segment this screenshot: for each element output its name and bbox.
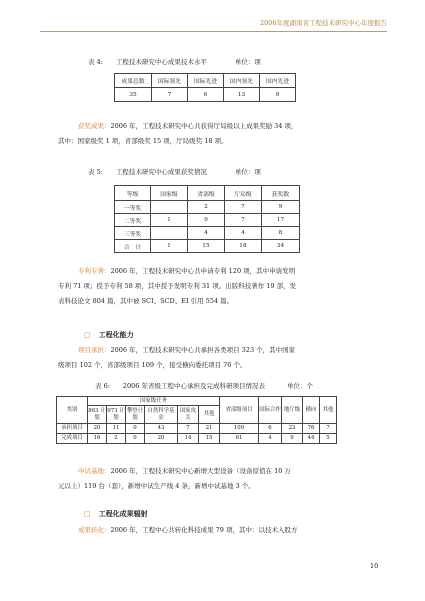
table-row (115, 201, 300, 214)
table6-subheader: 自然科学基金 (145, 406, 178, 424)
table5-cell: 15 (188, 240, 225, 253)
projects-line2: 级项目 102 个，省部级项目 109 个，接受横向委托项目 76 个。 (58, 361, 247, 369)
table4-caption-text: 表 4: 工程技术研究中心成果技术水平 (88, 58, 207, 66)
table5-cell: 34 (262, 240, 300, 253)
table6 (56, 396, 337, 444)
table4-cell: 9 (260, 88, 296, 102)
table-row (115, 88, 296, 102)
table5-cell (151, 201, 188, 214)
table5-header: 厅局级 (225, 186, 262, 201)
section-title: 工程化能力 (98, 331, 134, 339)
square-bullet-icon: □ (84, 331, 91, 339)
section-heading-engineering (84, 330, 134, 340)
table5-unit: 单位：项 (234, 168, 261, 176)
table6-caption (95, 381, 313, 391)
table5-cell: 8 (262, 227, 300, 240)
patent-line1: 2006 年，工程技术研究中心共申请专利 120 项，其中申请发明 (110, 267, 296, 275)
table5-cell: 9 (262, 201, 300, 214)
table-row (57, 434, 337, 444)
page-number: 10 (370, 562, 379, 570)
table5 (114, 185, 300, 253)
table4-cell: 7 (152, 88, 188, 102)
table4-header: 国内先进 (260, 74, 296, 88)
table4-header: 成果总数 (115, 74, 152, 88)
table6-header-local: 地厅级 (282, 397, 303, 424)
table6-subheader: 973 计划 (107, 406, 126, 424)
projects-paragraph (58, 343, 386, 373)
table6-header-other: 其他 (320, 397, 337, 424)
table5-cell: 17 (262, 214, 300, 227)
table-row (115, 240, 300, 253)
table5-caption (88, 167, 261, 177)
patent-paragraph (58, 264, 386, 309)
projects-line1: 2006 年，工程技术研究中心共承担各类项目 323 个，其中国家 (110, 346, 296, 354)
projects-label: 项目承担： (78, 346, 111, 354)
table5-cell: 合 计 (115, 240, 151, 253)
table6-cell: 76 (303, 424, 320, 434)
page-header: 2006年度湖南省工程技术研究中心年度报告 (40, 17, 387, 32)
table6-cell: 16 (88, 434, 107, 444)
table4-unit: 单位：项 (234, 58, 261, 66)
table5-cell: 4 (188, 227, 225, 240)
patent-label: 专利专著： (78, 267, 111, 275)
table6-cell: 21 (199, 424, 220, 434)
section-title: 工程化成果辐射 (98, 510, 148, 518)
table5-cell: 2 (188, 201, 225, 214)
table4-header: 国内领先 (224, 74, 260, 88)
table6-subheader: 其他 (199, 406, 220, 424)
table6-cell: 0 (126, 434, 145, 444)
awards-paragraph (58, 119, 386, 149)
table5-header: 等级 (115, 186, 151, 201)
table5-cell: 三等奖 (115, 227, 151, 240)
table5-cell: 一等奖 (115, 201, 151, 214)
table5-cell: 1 (151, 240, 188, 253)
table6-cell: 2 (107, 434, 126, 444)
table6-cell: 109 (220, 424, 259, 434)
table4-cell: 6 (188, 88, 224, 102)
table6-cell: 20 (88, 424, 107, 434)
pilot-line2: 元以上）119 台（套），新增中试生产线 4 条，新增中试基地 3 个。 (58, 482, 255, 490)
table6-cell: 承担项目 (57, 424, 88, 434)
table6-cell: 11 (107, 424, 126, 434)
table6-header-category: 类别 (57, 397, 88, 424)
table6-cell: 43 (145, 424, 178, 434)
table6-cell: 0 (126, 424, 145, 434)
table4-header: 国际先进 (188, 74, 224, 88)
table5-cell: 二等奖 (115, 214, 151, 227)
table5-cell: 18 (225, 240, 262, 253)
awards-line2: 其中：国家级奖 1 项，省部级奖 15 项，厅局级奖 18 项。 (58, 137, 228, 145)
awards-line1: 2006 年，工程技术研究中心共获得厅局级以上成果奖励 34 项， (110, 122, 298, 130)
table6-cell: 44 (303, 434, 320, 444)
transfer-paragraph (58, 523, 386, 538)
table6-cell: 完成项目 (57, 434, 88, 444)
patent-line3: 表科技论文 804 篇，其中被 SCI、SCD、EI 引用 554 篇。 (58, 297, 234, 305)
table6-cell: 5 (320, 434, 337, 444)
table-row (115, 214, 300, 227)
section-heading-transfer (84, 509, 148, 519)
table6-subheader: 攀登计划 (126, 406, 145, 424)
table5-header: 省部级 (188, 186, 225, 201)
patent-line2: 专利 71 项；授予专利 58 项，其中授予发明专利 31 项。出版科技著作 19 部，发 (58, 282, 297, 290)
table6-cell: 7 (178, 424, 199, 434)
table5-cell: 9 (188, 214, 225, 227)
table6-cell: 4 (259, 434, 282, 444)
table6-header-international: 国际合作 (259, 397, 282, 424)
table4-cell: 35 (115, 88, 152, 102)
pilot-line1: 2006 年，工程技术研究中心新增大型设备（设备原值在 10 万 (110, 467, 292, 475)
table6-subheader: 国家攻关 (178, 406, 199, 424)
pilot-label: 中试基地： (78, 467, 111, 475)
table5-header: 国家级 (151, 186, 188, 201)
table5-cell (151, 227, 188, 240)
table5-cell: 4 (225, 227, 262, 240)
square-bullet-icon: □ (84, 510, 91, 518)
table6-cell: 7 (320, 424, 337, 434)
table-row (115, 227, 300, 240)
pilot-paragraph (58, 464, 386, 494)
table6-subheader: 863 计划 (88, 406, 107, 424)
table4-cell: 13 (224, 88, 260, 102)
table5-caption-text: 表 5: 工程技术研究中心成果获奖情况 (88, 168, 207, 176)
table6-cell: 14 (178, 434, 199, 444)
transfer-line1: 2006 年，工程中心共转化科技成果 79 项，其中：以技术入股方 (110, 526, 298, 534)
table5-cell: 1 (151, 214, 188, 227)
table4-caption (88, 57, 261, 67)
table6-cell: 15 (199, 434, 220, 444)
table5-header: 获奖数 (262, 186, 300, 201)
table6-cell: 9 (282, 434, 303, 444)
table4 (114, 73, 296, 102)
table-row (57, 424, 337, 434)
table5-cell: 7 (225, 201, 262, 214)
table6-cell: 6 (259, 424, 282, 434)
table6-header-provincial: 省部级项目 (220, 397, 259, 424)
table4-header: 国际领先 (152, 74, 188, 88)
table6-cell: 20 (145, 434, 178, 444)
table6-caption-text: 表 6: 2006 年省级工程中心承担及完成科研项目情况表 (95, 382, 265, 390)
table5-cell: 7 (225, 214, 262, 227)
table6-cell: 61 (220, 434, 259, 444)
transfer-label: 成果转化： (78, 526, 111, 534)
awards-label: 获奖成果： (78, 122, 111, 130)
table6-unit: 单位：个 (287, 382, 313, 390)
table6-header-horizontal: 横向 (303, 397, 320, 424)
table6-header-national: 国家级任务 (88, 397, 220, 406)
table6-cell: 23 (282, 424, 303, 434)
